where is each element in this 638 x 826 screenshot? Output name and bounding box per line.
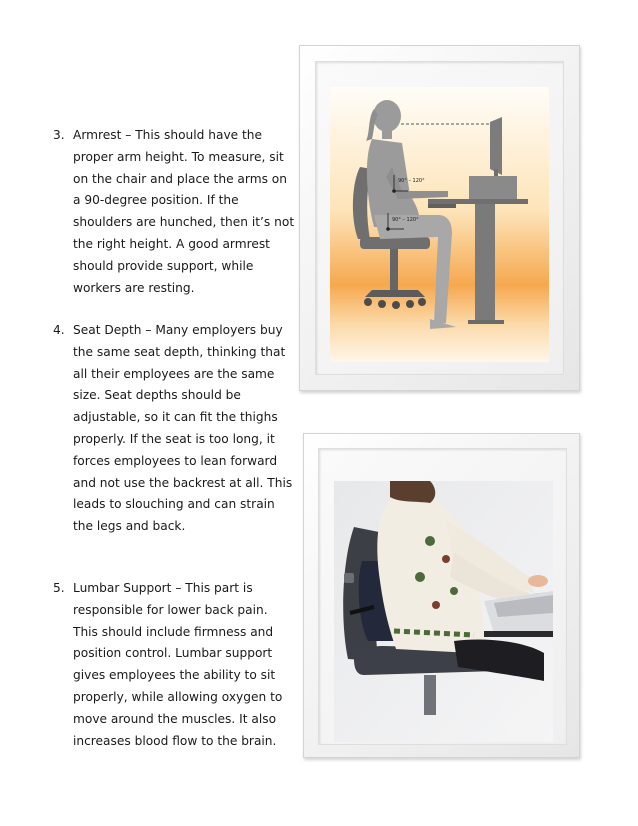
text-line: on the chair and place the arms on xyxy=(73,171,287,186)
person-hair xyxy=(390,481,435,503)
text-line: workers are resting. xyxy=(73,280,195,295)
text-line: and not use the backrest at all. This xyxy=(73,475,293,490)
text-line: adjustable, so it can fit the thighs xyxy=(73,410,278,425)
text-line: Seat Depth – Many employers buy xyxy=(73,323,283,337)
chair-post xyxy=(424,675,436,715)
text-line: the right height. A good armrest xyxy=(73,236,270,251)
picture-frame-lumbar-photo xyxy=(303,433,580,758)
picture-frame-ergonomic-diagram xyxy=(299,45,580,391)
ergonomic-posture-diagram xyxy=(330,87,549,362)
text-line: shoulders are hunched, then it’s not xyxy=(73,215,295,230)
list-item-armrest xyxy=(53,125,293,299)
monitor-stand xyxy=(469,176,517,200)
person-hand xyxy=(528,575,548,587)
text-line: gives employees the ability to sit xyxy=(73,668,276,683)
list-number: 4. xyxy=(53,323,65,337)
lumbar-support-photo xyxy=(334,481,553,742)
text-line: the same seat depth, thinking that xyxy=(73,344,286,359)
text-line: leads to slouching and can strain xyxy=(73,497,275,512)
text-line: Armrest – This should have the xyxy=(73,128,263,142)
list-item-seat-depth xyxy=(53,320,293,538)
list-item-lumbar-support xyxy=(53,578,293,752)
text-line: responsible for lower back pain. xyxy=(73,602,268,617)
text-line: Lumbar Support – This part is xyxy=(73,581,253,595)
text-line: all their employees are the same xyxy=(73,366,275,381)
angle-label-lower: 90° – 120° xyxy=(392,217,419,223)
text-line: move around the muscles. It also xyxy=(73,711,277,726)
text-line: position control. Lumbar support xyxy=(73,646,273,661)
text-line: This should include firmness and xyxy=(73,624,274,639)
text-line: should provide support, while xyxy=(73,258,254,273)
list-number: 5. xyxy=(53,581,65,595)
text-line: proper arm height. To measure, sit xyxy=(73,149,284,164)
text-line: increases blood flow to the brain. xyxy=(73,733,277,748)
angle-label-upper: 90° – 120° xyxy=(398,178,425,184)
text-line: a 90-degree position. If the xyxy=(73,193,239,208)
text-line: properly, while allowing oxygen to xyxy=(73,689,283,704)
list-number: 3. xyxy=(53,128,65,142)
text-line: properly. If the seat is too long, it xyxy=(73,431,275,446)
text-line: size. Seat depths should be xyxy=(73,388,241,403)
text-line: forces employees to lean forward xyxy=(73,453,278,468)
text-line: the legs and back. xyxy=(73,519,186,534)
